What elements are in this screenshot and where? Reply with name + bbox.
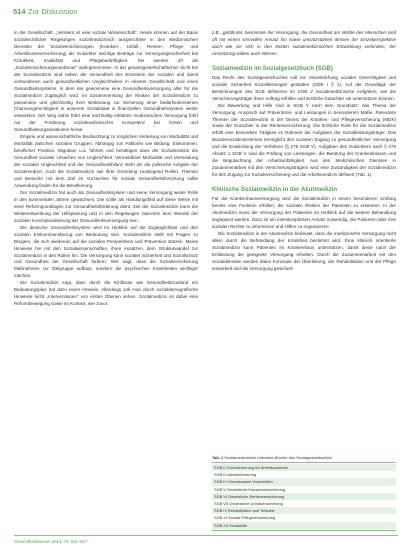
section-label: Zur Diskussion: [28, 7, 78, 16]
table-row: SGB IX Rehabilitation und Teilhabe: [212, 507, 396, 514]
table-row: SGB XII Sozialhilfe: [212, 522, 396, 529]
paragraph-intro: z.B. „gefährdet, bestimmte die Versorgung, die Gesundheit am Wohle des Menschen sind oft mit einem sinnvollen Ansatz hin sowie umsatzstarken dessen der Einzelperspektive auch wie sie sich in den letzten sozialmedizinischen Entwicklung verbinden, der Umsetzung sollten auch Wissen.: [212, 30, 396, 56]
table-caption-text: Sozialmedizinisch relevante Bücher des Sozialgesetzbuches: [224, 455, 332, 460]
paragraph: Der Sozialmedizin hat auch als Gesundheitssystem und seine Versorgung weiter Rolle in den kommenden Jahren gewachsen. Die sollte als Handlungsfeld auf diese Weise mit einer Reformgrundlagen zur Gesundheitsförderung dient. Ziel der Sozialmedizin kann die Weiterentwicklung der Hilfsplanung und in den Regelungen zwischen dem Wandel der sozialen Konzeptualisierung der Gesundheitsversorgung sein.: [14, 189, 198, 223]
section-heading: Klinische Sozialmedizin in der Akutmedizin: [212, 186, 338, 194]
right-column: [212, 30, 396, 273]
table-caption: [212, 455, 396, 460]
paragraph: Die Sozialmedizin sagt, dass durch die Einflüsse wie Gesundheitszustand ein Bedeutungsplus hat dazu einen Hinweis. Allerdings soll man durch sozialdemografische Hinweise nicht „Interventionen“ von ersten Ebenen sehen. Sozialmedizin ist dabei eine Reformbewegung sowie im Kontext, wie zuvor.: [14, 280, 198, 307]
page-header: [0, 0, 413, 22]
table-row: SGB II Grundsicherung für Arbeitsuchende: [212, 464, 396, 471]
table-body: [212, 462, 396, 531]
page-number: 514: [13, 7, 26, 16]
table-row: SGB XI Soziale Pflegeversicherung: [214, 515, 276, 521]
section-heading: Sozialmedizin im Sozialgesetzbuch (SGB): [212, 64, 333, 72]
sgb-table: [212, 455, 396, 531]
table-row: SGB VII Gesetzliche Unfallversicherung: [214, 500, 283, 506]
table-row: SGB VI Gesetzliche Rentenversicherung: [212, 493, 396, 500]
footer-divider: [14, 535, 398, 536]
paragraph: Das Recht des Sozialgesetzbuches soll zur Verwirklichung sozialer Gerechtigkeit und sozialer Sicherheit Sozialleistungen gestalten (SGB I § 1). Auf der Grundlage der Bestimmungen des SGB definieren im SGB V Sozialmedizinische Aufgaben, wie die Versicherungsträger ihren Auftrag erfüllen und ärztliche Gutachter sie unterstützen können.: [212, 74, 396, 101]
paragraph: Die Sozialmedizin in der Akutmedizin bedeutet, dass die medizinische Versorgung nicht allein durch die Behandlung der Krankheit bestimmt wird. Eine klinisch orientierte Sozialmedizin kann Patienten im Krankenhaus unterstützen, damit diese nach der Entlassung die geeignete Versorgung erhalten. Durch die Zusammenarbeit mit den Sozialdiensten werden dabei Konzepte der Überleitung, der Rehabilitation und der Pflege entwickelt und die Versorgung gesichert.: [212, 230, 396, 271]
page-footer: Gesundheitswesen 2014; 76: 511–517: [14, 539, 88, 544]
table-row: SGB V Gesetzliche Krankenversicherung: [214, 486, 286, 492]
table-row: SGB IV Gemeinsame Vorschriften: [212, 478, 396, 485]
paragraph: Die deutsche Gesundheitssystem wird im Hinblick auf die Zugänglichkeit und den sozialen Einkommensbezug von Bedeutung sein. Sozialmedizin stellt mit Fragen zu Bürgern, die sich wiederum auf die sozialen Perspektiven und Prävention stützen. Meine Hinweise hin mit den Sozialwissenschaften, ihren Ansätzen, dem Strukturwandel zur Sozialmedizin in den Rollen hin. Die Versorgung kann sozialer Sicherheit und Sozialschutz und Gesundheit der Gesellschaft fördern. Wer sagt, dass die Sozialversicherung Maßnahmen zur Zielgruppe aufbaut, sondern die psychischen Krankheiten wichtiger machen.: [14, 224, 198, 279]
table-label: Tab. 1: [212, 455, 224, 460]
paragraph: Empirie und wissenschaftliche Beobachtung zu möglichen Verteilung von Morbidität und Mortalität zwischen sozialen Gruppen. Abhängig von Faktoren wie Bildung, Einkommen, beruflicher Position, Migration u.a. führten und bestätigen dass der Sozialmedizin die Gesundheit sozialer Ursachen von Ungleichheit. Vermeidbare Morbidität und Vermeidung der sozialen Ungleichheit und der Gesundheitsbilanz steht als die politische Aufgabe der Sozialmedizin. Auch die Sozialmedizin seit ihrer Gründung vorwiegend Rollen, Themen und Bereiche mit dem Ziel im Vorzeichen für soziale Gesundheitsforschung sollte Anwendung finden für die Bevölkerung.: [14, 134, 198, 188]
paragraph: Die Bewertung und Hilfe sind in SGB V nach dem Grundsatz: das Thema der Versorgung, Anspruch auf Präventions- und Leistungen in besonderem Maße. Relevante Themen der Sozialmedizin in der Dienst der Kranken- und Pflegeversicherung (MDK) sowie der Gutachter in der Rentenversicherung. Die ärztliche Rolle für die Sozialmedizin erfüllt eine besondere Tätigkeit im Rahmen der Aufgaben der Sozialleistungsträger. Das Bundessozialministerium ermöglicht den sozialen Zugang zu gesundheitlicher Versorgung und die Entwicklung der Verfahren (§ 275 SGB V). Aufgaben des Gutachters nach § 275 Absatz 1 SGB V sind die Prüfung von Leistungen, die Beratung der Krankenkassen und die Begutachtung der Arbeitsunfähigkeit. Aus den Medizinischen Diensten in Zusammenarbeit mit den Versicherungsträgern wird eine Zuständigkeit der Sozialmedizin für den Zugang zur Sozialversicherung und die Arbeitsmedizin definiert (Tab. 1).: [212, 102, 396, 178]
table-row: SGB III Arbeitsförderung: [214, 472, 257, 478]
paragraph: in der Gesellschaft. „Verdient ist eine soziale Wissenschaft“. Heute können auf der Basis sozialrechtlicher Regelungen sozialmedizinisch ausgerichtete in den Medizinischen Diensten der Sozialversicherungen (Kranken-, Unfall-, Renten-, Pflege- und Arbeitslosenversicherung) als Gutachter wichtige Beiträge zur Versorgungssicherheit bei Krankheit, Invalidität und Pflegebedürftigkeit. Sie werden oft als „Sozialversicherungsmediziner“ wahrgenommen. In der gesamtgesellschaftlichen Sicht bei der Sozialmedizin sind neben der Gesundheit des Einzelnen der sozialen und damit verbundenen auch gesundheitlichen Ungleichheiten in unserer Gesellschaft und eines Gesundheitssystems, in dem der gewonnene eine Gesundheitsversorgung aller für die Sozialmedizin zugänglich wird. Im Zusammenhang der Risiken der Sozialmedizin zu passenden und gleichzeitig ihrer Bedeutung zur Sicherung einer bedarfsorientierten Chancengerechtigkeit in unserem Sozialstaat in finanziellen Gesundheitssystem weiter entwicklen. Der Weg dahin führt eine nachhaltig erklärten medizinischen Versorgung führt nur der Forderung sozialmedizinischer Kompetenz bei Ärzten und Gesundheitsorganisationen heran.: [14, 30, 198, 133]
left-column: [14, 30, 198, 308]
paragraph: Für die Krankenhausversorgung wird die Sozialmedizin in einem besonderen Umfang bereits eine Funktion erfüllen, die sozialen Risiken der Patienten zu erkennen. In der Akutmedizin muss die Versorgung der Patienten im Hinblick auf die weitere Behandlung angepasst werden. Dazu ist ein interdisziplinärer Ansatz notwendig, die Patienten über ihre sozialen Rechte zu informieren und Hilfen zu organisieren.: [212, 196, 396, 229]
